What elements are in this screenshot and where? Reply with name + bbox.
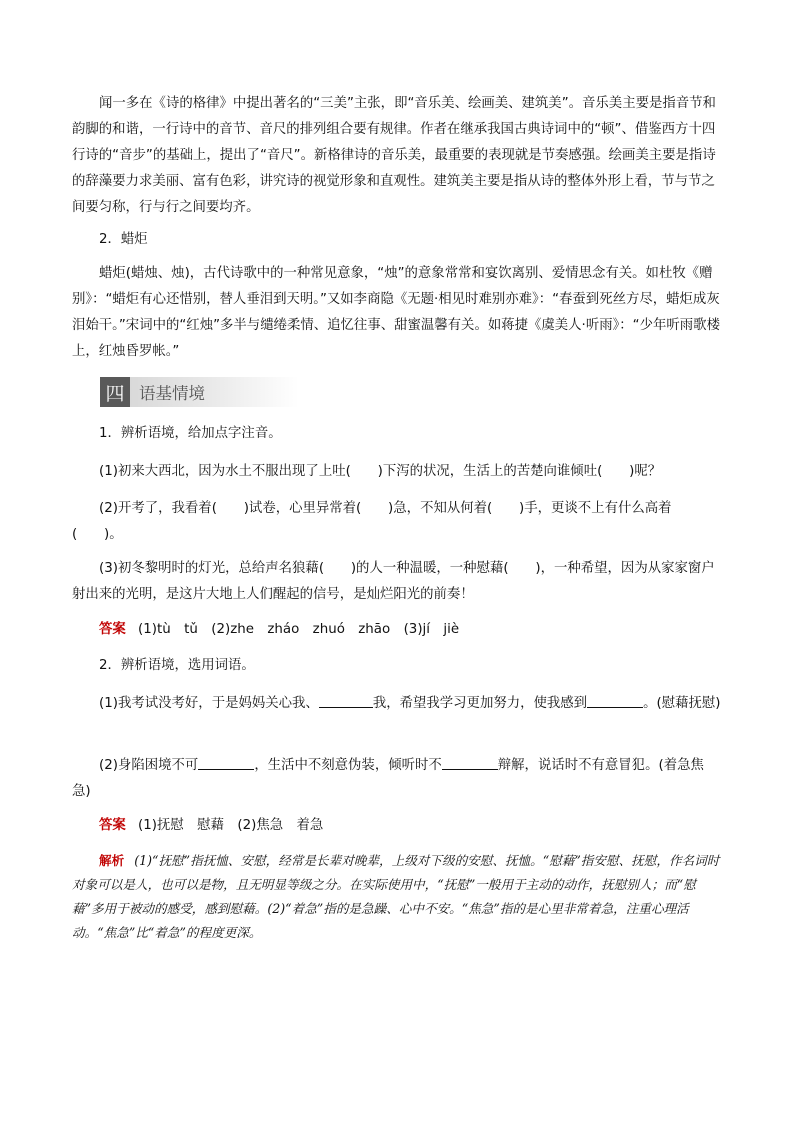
explanation-label: 解析	[99, 853, 125, 868]
q2-s1-part-b: 我，希望我学习更加努力，使我感到	[372, 696, 588, 711]
fill-blank	[319, 693, 373, 708]
explanation-text: (1)“抚慰”指抚恤、安慰，经常是长辈对晚辈，上级对下级的安慰、抚恤。“慰藉”指安慰、抚慰，作名词时对象可以是人，也可以是物，且无明显等级之分。在实际使用中，“抚慰”一般用于主动的动作，抚慰别人；而“慰藉”多用于被动的感受，感到慰藉。(2)“着急”指的是急躁、心中不安。“焦急”指的是心里非常着急，注重心理活动。“焦急”比“着急”的程度更深。	[72, 853, 720, 940]
fill-blank	[587, 693, 643, 708]
fill-blank	[442, 755, 498, 770]
intro-paragraph-candle: 蜡炬(蜡烛、烛)，古代诗歌中的一种常见意象，“烛”的意象常常和宴饮离别、爱情思念有关。如杜牧《赠别》：“蜡炬有心还惜别，替人垂泪到天明。”又如李商隐《无题·相见时难别亦难》：“春蚕到死丝方尽，蜡炬成灰泪始干。”宋词中的“红烛”多半与缱绻柔情、追忆往事、甜蜜温馨有关。如蒋捷《虞美人·听雨》：“少年听雨歌楼上，红烛昏罗帐。”	[72, 266, 720, 359]
question-2-answer	[99, 816, 323, 836]
answer-label: 答案	[99, 622, 126, 637]
q2-s1-part-c: 。(慰藉抚慰)	[643, 696, 721, 711]
question-1-sentence-2: (2)开考了，我看着( )试卷，心里异常着( )急，不知从何着( )手，更谈不上有什么高着( )。	[72, 501, 672, 542]
q2-s2-part-b: ，生活中不刻意伪装，倾听时不	[254, 758, 442, 773]
section-number-box: 四	[100, 377, 130, 407]
answer-label: 答案	[99, 818, 126, 833]
question-1-sentence-1: (1)初来大西北，因为水土不服出现了上吐( )下泻的状况，生活上的苦楚向谁倾吐( )呢？	[99, 464, 662, 479]
q2-s2-part-c: 辩解，说话时不有意冒犯。(着急焦急)	[72, 758, 704, 799]
question-2-explanation	[72, 849, 722, 945]
question-1-sentence-3: (3)初冬黎明时的灯光，总给声名狼藉( )的人一种温暖，一种慰藉( )，一种希望，因为从家家窗户射出来的光明，是这片大地上人们醒起的信号，是灿烂阳光的前奏！	[72, 561, 715, 602]
section-header	[100, 376, 299, 408]
section-title: 语基情境	[130, 377, 299, 407]
q2-s1-part-a: (1)我考试没考好，于是妈妈关心我、	[99, 696, 319, 711]
answer-text: (1)tù tǔ (2)zhe zháo zhuó zhāo (3)jí jiè	[138, 622, 460, 637]
fill-blank	[198, 755, 254, 770]
intro-paragraph-three-beauties: 闻一多在《诗的格律》中提出著名的“三美”主张，即“音乐美、绘画美、建筑美”。音乐美主要是指音节和韵脚的和谐，一行诗中的音节、音尺的排列组合要有规律。作者在继承我国古典诗词中的“顿”、借鉴西方十四行诗的“音步”的基础上，提出了“音尺”。新格律诗的音乐美，最重要的表现就是节奏感强。绘画美主要是指诗的辞藻要力求美丽、富有色彩，讲究诗的视觉形象和直观性。建筑美主要是指从诗的整体外形上看，节与节之间要匀称，行与行之间要均齐。	[72, 96, 716, 215]
question-2-sentence-1	[72, 691, 722, 717]
subheading-candle: 2．蜡炬	[99, 232, 148, 247]
question-2-title: 2．辨析语境，选用词语。	[99, 658, 255, 673]
q2-s2-part-a: (2)身陷困境不可	[99, 758, 199, 773]
answer-text: (1)抚慰 慰藉 (2)焦急 着急	[138, 818, 324, 833]
question-1-answer	[99, 620, 459, 640]
question-1-title: 1．辨析语境，给加点字注音。	[99, 426, 282, 441]
question-2-sentence-2	[72, 753, 722, 805]
